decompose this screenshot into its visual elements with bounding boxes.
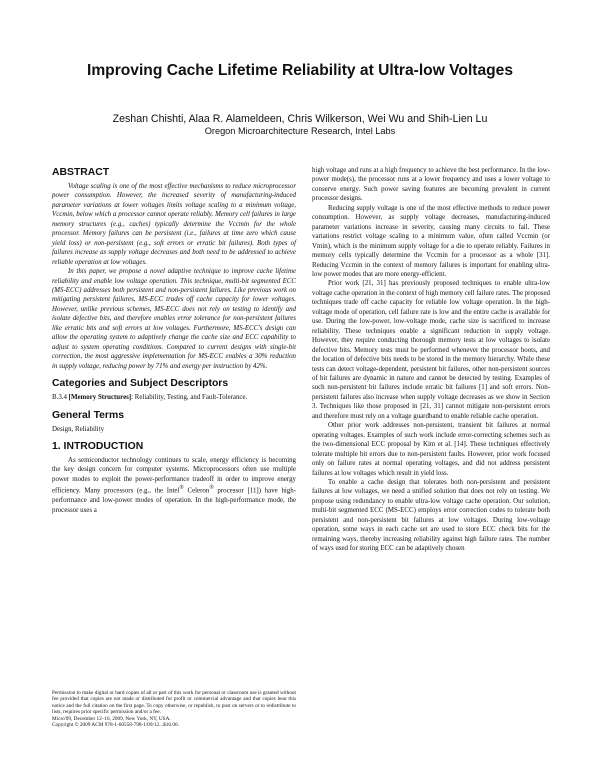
body-paragraph: To enable a cache design that tolerates both non-persistent and persistent failures at low voltages, we need a unified solution that does not rely on testing. We propose using redundancy to enable ultra-low voltage cache operation. Our solution, multi-bit segmented ECC (MS-ECC) employs error correction codes to tolerate both persistent and non-persistent bit failures at low voltages. During low-voltage operation, some ways in each cache set are used to store ECC check bits for the remaining ways, thereby increasing reliability against high failure rates. The number of ways used for storing ECC can be adaptively chosen xyxy=(312,478,550,553)
permission-notice: Permission to make digital or hard copies of all or part of this work for personal or classroom use is granted without fee provided that copies are not made or distributed for profit or commercial advantage and that copies bear this notice and the full citation on the first page. To copy otherwise, or republish, to post on servers or to redistribute to lists, requires prior specific permission and/or a fee. xyxy=(52,690,296,716)
body-paragraph: Other prior work addresses non-persistent, transient bit failures at normal operating voltages. Examples of such work include error-correcting schemes such as the two-dimensional ECC proposal by Kim et al. [14]. These techniques effectively tolerate multiple bit errors due to non-persistent faults. However, prior work focused only on failure rates at normal operating voltages, and did not address persistent failures at low voltages which result in yield loss. xyxy=(312,422,550,477)
ccs-descriptors: : Reliability, Testing, and Fault-Tolerance. xyxy=(131,394,248,402)
introduction-paragraph: As semiconductor technology continues to scale, energy efficiency is becoming the key design concern for computer systems. Microprocessors often use multiple power modes to exploit the power-performance tradeoff in order to improve energy efficiency. Many processors (e.g., the Intel® Celeron® processor [11]) have high-performance and low-power modes of operation. In the high-performance mode, the processor uses a xyxy=(52,456,296,514)
general-terms-text: Design, Reliability xyxy=(52,425,105,433)
abstract-heading: ABSTRACT xyxy=(52,167,110,178)
categories-text xyxy=(52,393,296,402)
abstract-paragraph: In this paper, we propose a novel adaptive technique to improve cache lifetime reliability and enable low voltage operation. This technique, multi-bit segmented ECC (MS-ECC) addresses both persistent and non-persistent failures. Like previous work on mitigating persistent failures, MS-ECC trades off cache capacity for lower voltages. However, unlike previous schemes, MS-ECC does not rely on testing to identify and isolate defective bits, and therefore enables error tolerance for non-persistent failures like erratic bits and soft errors at low voltages. Furthermore, MS-ECC's design can allow the operating system to adaptively change the cache size and ECC capability to adjust to system operating conditions. Compared to current designs with single-bit correction, the most aggressive implementation for MS-ECC enables a 30% reduction in supply voltage, reducing power by 71% and energy per instruction by 42%. xyxy=(52,268,296,370)
copyright-footer xyxy=(52,690,296,728)
author-list: Zeshan Chishti, Alaa R. Alameldeen, Chris Wilkerson, Wei Wu and Shih-Lien Lu xyxy=(112,113,488,125)
paper-title: Improving Cache Lifetime Reliability at Ultra-low Voltages xyxy=(86,62,514,79)
body-paragraph: Prior work [21, 31] has previously proposed techniques to enable ultra-low voltage cache operation in the context of high memory cell failure rates. The proposed techniques trade off cache capacity for reliable low voltage operation. In the high-voltage mode of operation, cell failure rate is low and the entire cache is available for use. During the low-power, low-voltage mode, cache size is sacrificed to increase reliability. These techniques enable a significant reduction in supply voltage. However, they require conducting thorough memory tests at low voltages to isolate defective bits. Memory tests must be performed whenever the processor boots, and the location of defective bits needs to be stored in the memory hierarchy. While these tests can detect voltage-dependent, persistent bit failures, other non-persistent sources of bit failures are dynamic in nature and cannot be detected by testing. Examples of such non-persistent bit failures include erratic bit failures [1] and soft errors. Non-persistent failures also increase when supply voltage decreases as we show in Section 3. Techniques like those proposed in [21, 31] cannot mitigate non-persistent errors and therefore must rely on a voltage guardband to enable reliable cache operation. xyxy=(312,280,550,420)
right-column xyxy=(312,166,550,554)
introduction-heading: 1. INTRODUCTION xyxy=(52,440,144,452)
body-paragraph: Reducing supply voltage is one of the most effective methods to reduce power consumption. However, as supply voltage decreases, manufacturing-induced parameter variations increase in severity, causing many circuits to fail. These variations restrict voltage scaling to a minimum value, often called Vccmin (or Vmin), which is the minimum supply voltage for a die to operate reliably. Failures in memory cells typically determine the Vccmin for a processor as a whole [31]. Reducing Vccmin in the context of memory failures is important for enabling ultra-low power modes that are more energy-efficient. xyxy=(312,204,550,278)
ccs-category: [Memory Structures] xyxy=(68,394,132,402)
ccs-code: B.3.4 xyxy=(52,394,67,402)
affiliation: Oregon Microarchitecture Research, Intel Labs xyxy=(204,126,396,136)
copyright-line: Copyright © 2009 ACM 978-1-60558-798-1/09/12...$10.00. xyxy=(52,722,179,729)
general-terms-heading: General Terms xyxy=(52,409,124,421)
categories-heading: Categories and Subject Descriptors xyxy=(52,378,229,390)
body-paragraph: high voltage and runs at a high frequency to achieve the best performance. In the low-power mode(s), the processor runs at a lower frequency and uses a lower voltage to conserve energy. Such power saving features are becoming prevalent in current processor designs. xyxy=(312,167,550,203)
left-column xyxy=(52,166,296,515)
venue-line: Micro'09, December 12–16, 2009, New York, NY, USA. xyxy=(52,715,171,722)
abstract-paragraph: Voltage scaling is one of the most effective mechanisms to reduce microprocessor power consumption. However, the increased severity of manufacturing-induced parameter variations at lower voltages limits voltage scaling to a minimum voltage, Vccmin, below which a processor cannot operate reliably. Memory cell failures in large memory structures (e.g., caches) typically determine the Vccmin for the whole processor. Memory failures can be persistent (i.e., failures at time zero which cause yield loss) or non-persistent (e.g., soft errors or erratic bit failures). Both types of failures increase as supply voltage decreases and both need to be addressed to achieve reliable operation at low voltages. xyxy=(52,183,296,266)
